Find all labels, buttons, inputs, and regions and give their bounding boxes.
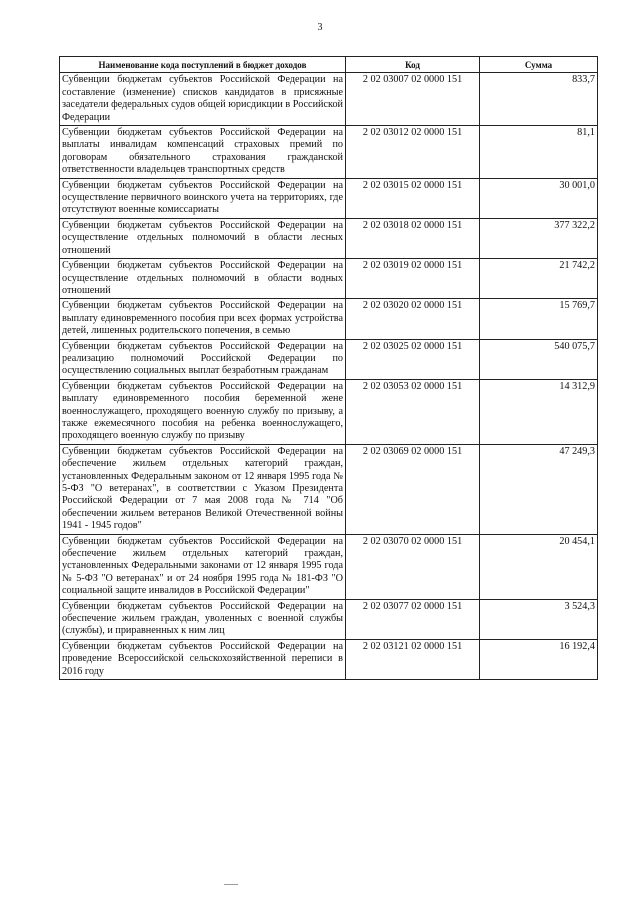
- row-code: 2 02 03020 02 0000 151: [346, 299, 480, 339]
- row-code: 2 02 03012 02 0000 151: [346, 126, 480, 179]
- header-name: Наименование кода поступлений в бюджет доходов: [60, 57, 346, 73]
- row-code: 2 02 03025 02 0000 151: [346, 339, 480, 379]
- row-name: Субвенции бюджетам субъектов Российской Федерации на осуществление отдельных полномочий в области водных отношений: [60, 259, 346, 299]
- header-sum: Сумма: [480, 57, 598, 73]
- row-name: Субвенции бюджетам субъектов Российской Федерации на обеспечение жильем граждан, уволенных с военной службы (службы), и приравненных к ним лиц: [60, 599, 346, 639]
- row-name: Субвенции бюджетам субъектов Российской Федерации на обеспечение жильем отдельных категорий граждан, установленных Федеральными законами от 12 января 1995 года № 5-ФЗ "О ветеранах" и от 24 ноября 1995 года № 181-ФЗ "О социальной защите инвалидов в Российской Федерации": [60, 534, 346, 599]
- table-row: [60, 73, 598, 126]
- row-sum: 16 192,4: [480, 639, 598, 679]
- row-code: 2 02 03121 02 0000 151: [346, 639, 480, 679]
- row-name: Субвенции бюджетам субъектов Российской Федерации на осуществление отдельных полномочий в области лесных отношений: [60, 218, 346, 258]
- row-code: 2 02 03069 02 0000 151: [346, 444, 480, 534]
- row-code: 2 02 03053 02 0000 151: [346, 379, 480, 444]
- row-name: Субвенции бюджетам субъектов Российской Федерации на реализацию полномочий Российской Федерации по осуществлению социальных выплат безработным гражданам: [60, 339, 346, 379]
- table-row: [60, 178, 598, 218]
- revenue-table: [59, 56, 598, 680]
- table-row: [60, 299, 598, 339]
- row-code: 2 02 03019 02 0000 151: [346, 259, 480, 299]
- table-row: [60, 639, 598, 679]
- row-code: 2 02 03015 02 0000 151: [346, 178, 480, 218]
- row-code: 2 02 03007 02 0000 151: [346, 73, 480, 126]
- row-name: Субвенции бюджетам субъектов Российской Федерации на выплату единовременного пособия при всех формах устройства детей, лишенных родительского попечения, в семью: [60, 299, 346, 339]
- table-row: [60, 444, 598, 534]
- row-name: Субвенции бюджетам субъектов Российской Федерации на составление (изменение) списков кандидатов в присяжные заседатели федеральных судов общей юрисдикции в Российской Федерации: [60, 73, 346, 126]
- scan-mark: [224, 884, 238, 886]
- row-code: 2 02 03018 02 0000 151: [346, 218, 480, 258]
- row-sum: 47 249,3: [480, 444, 598, 534]
- row-sum: 20 454,1: [480, 534, 598, 599]
- row-name: Субвенции бюджетам субъектов Российской Федерации на обеспечение жильем отдельных категорий граждан, установленных Федеральным законом от 12 января 1995 года № 5-ФЗ "О ветеранах", в соответствии с Указом Президента Российской Федерации от 7 мая 2008 года № 714 "Об обеспечении жильем ветеранов Великой Отечественной войны 1941 - 1945 годов": [60, 444, 346, 534]
- table-row: [60, 259, 598, 299]
- row-name: Субвенции бюджетам субъектов Российской Федерации на выплату единовременного пособия беременной жене военнослужащего, проходящего военную службу по призыву, а также ежемесячного пособия на ребенка военнослужащего, проходящего военную службу по призыву: [60, 379, 346, 444]
- row-sum: 540 075,7: [480, 339, 598, 379]
- table-row: [60, 534, 598, 599]
- row-code: 2 02 03077 02 0000 151: [346, 599, 480, 639]
- table-row: [60, 599, 598, 639]
- row-sum: 3 524,3: [480, 599, 598, 639]
- row-sum: 21 742,2: [480, 259, 598, 299]
- table-header-row: [60, 57, 598, 73]
- row-name: Субвенции бюджетам субъектов Российской Федерации на проведение Всероссийской сельскохозяйственной переписи в 2016 году: [60, 639, 346, 679]
- table-row: [60, 339, 598, 379]
- row-sum: 377 322,2: [480, 218, 598, 258]
- header-code: Код: [346, 57, 480, 73]
- row-name: Субвенции бюджетам субъектов Российской Федерации на осуществление первичного воинского учета на территориях, где отсутствуют военные комиссариаты: [60, 178, 346, 218]
- page-number: 3: [317, 22, 323, 33]
- row-sum: 15 769,7: [480, 299, 598, 339]
- row-sum: 30 001,0: [480, 178, 598, 218]
- table-row: [60, 379, 598, 444]
- row-code: 2 02 03070 02 0000 151: [346, 534, 480, 599]
- table-row: [60, 126, 598, 179]
- row-sum: 14 312,9: [480, 379, 598, 444]
- row-sum: 833,7: [480, 73, 598, 126]
- row-name: Субвенции бюджетам субъектов Российской Федерации на выплаты инвалидам компенсаций страховых премий по договорам обязательного страхования гражданской ответственности владельцев транспортных средств: [60, 126, 346, 179]
- table-row: [60, 218, 598, 258]
- row-sum: 81,1: [480, 126, 598, 179]
